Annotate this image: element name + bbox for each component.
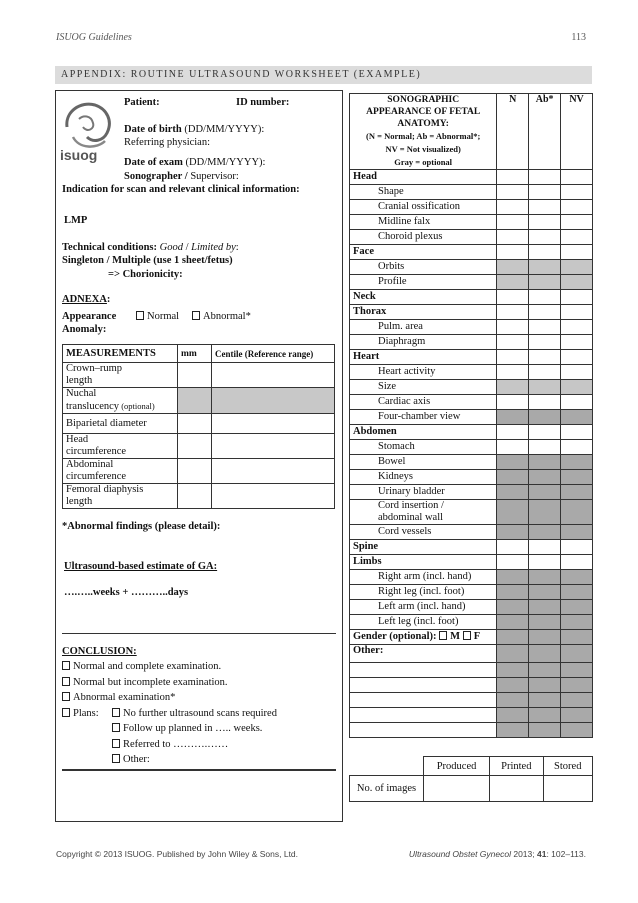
divider — [62, 633, 336, 634]
anatomy-ab-cell[interactable] — [529, 585, 561, 600]
anatomy-item-label: Cardiac axis — [350, 395, 497, 410]
anatomy-ab-cell[interactable] — [529, 570, 561, 585]
anatomy-n-cell[interactable] — [497, 245, 529, 260]
anatomy-nv-cell[interactable] — [561, 455, 593, 470]
anatomy-n-cell[interactable] — [497, 230, 529, 245]
conclusion-option[interactable]: Normal and complete examination. — [62, 661, 221, 673]
anatomy-category-label: Heart — [350, 350, 497, 365]
other-label: Other: — [350, 645, 497, 663]
anatomy-ab-cell[interactable] — [529, 245, 561, 260]
anatomy-ab-cell[interactable] — [529, 200, 561, 215]
anatomy-item-label: Left leg (incl. foot) — [350, 615, 497, 630]
anatomy-nv-cell[interactable] — [561, 600, 593, 615]
page-number: 113 — [571, 32, 586, 43]
id-number-label: ID number: — [236, 97, 290, 108]
table-row — [350, 615, 593, 630]
anatomy-category-label: Limbs — [350, 555, 497, 570]
anatomy-nv-cell[interactable] — [561, 290, 593, 305]
anatomy-nv-cell[interactable] — [561, 245, 593, 260]
meas-centile-cell[interactable] — [212, 363, 335, 388]
anatomy-item-label: Cord insertion / abdominal wall — [350, 500, 497, 525]
adnexa-label: ADNEXA: — [62, 294, 111, 305]
meas-header-centile: Centile (Reference range) — [212, 345, 335, 363]
table-row — [350, 380, 593, 395]
meas-centile-cell[interactable] — [212, 484, 335, 509]
table-row — [350, 335, 593, 350]
gender-label: Gender (optional): M F — [350, 630, 497, 645]
images-printed-cell[interactable] — [490, 776, 543, 802]
checkbox-icon[interactable] — [62, 677, 70, 686]
checkbox-icon[interactable] — [62, 708, 70, 717]
anatomy-n-cell[interactable] — [497, 305, 529, 320]
checkbox-icon[interactable] — [112, 754, 120, 763]
other-row — [350, 645, 593, 663]
anatomy-ab-cell[interactable] — [529, 215, 561, 230]
meas-mm-cell[interactable] — [178, 434, 212, 459]
plan-option[interactable]: Follow up planned in ….. weeks. — [112, 723, 262, 735]
anatomy-category-label: Head — [350, 170, 497, 185]
anatomy-nv-cell[interactable] — [561, 585, 593, 600]
anatomy-nv-cell[interactable] — [561, 470, 593, 485]
table-row — [350, 570, 593, 585]
anatomy-n-cell[interactable] — [497, 395, 529, 410]
table-row — [350, 585, 593, 600]
table-row — [350, 185, 593, 200]
table-row — [350, 540, 593, 555]
anatomy-n-cell[interactable] — [497, 570, 529, 585]
abnormal-findings-label: *Abnormal findings (please detail): — [62, 521, 221, 532]
meas-label: Abdominal circumference — [63, 459, 178, 484]
singleton-label: Singleton / Multiple (use 1 sheet/fetus) — [62, 255, 233, 266]
meas-centile-cell[interactable] — [212, 388, 335, 414]
anatomy-n-cell[interactable] — [497, 185, 529, 200]
checkbox-icon[interactable] — [463, 631, 471, 640]
divider — [62, 769, 336, 771]
anatomy-ab-cell[interactable] — [529, 335, 561, 350]
fetal-anatomy-panel — [349, 93, 593, 802]
anatomy-ab-cell[interactable] — [529, 275, 561, 290]
table-row — [350, 275, 593, 290]
anatomy-n-cell[interactable] — [497, 335, 529, 350]
images-header-printed: Printed — [490, 757, 543, 776]
anatomy-ab-cell[interactable] — [529, 290, 561, 305]
anatomy-ab-cell[interactable] — [529, 600, 561, 615]
anatomy-rows — [350, 170, 593, 630]
table-row — [350, 470, 593, 485]
anatomy-n-cell[interactable] — [497, 485, 529, 500]
anatomy-nv-cell[interactable] — [561, 540, 593, 555]
table-row — [350, 230, 593, 245]
table-row — [350, 395, 593, 410]
anatomy-n-cell[interactable] — [497, 470, 529, 485]
table-row — [350, 485, 593, 500]
checkbox-icon[interactable] — [439, 631, 447, 640]
plan-option[interactable]: No further ultrasound scans required — [112, 708, 277, 720]
plan-option[interactable]: Other: — [112, 754, 150, 766]
table-row — [350, 170, 593, 185]
anatomy-ab-cell[interactable] — [529, 170, 561, 185]
anatomy-nv-cell[interactable] — [561, 365, 593, 380]
col-not-visualized: NV — [561, 94, 593, 170]
weeks-days-field[interactable]: ….…..weeks + ………..days — [64, 587, 189, 598]
anatomy-n-cell[interactable] — [497, 380, 529, 395]
checkbox-icon[interactable] — [62, 692, 70, 701]
meas-centile-cell[interactable] — [212, 414, 335, 434]
plans-label[interactable]: Plans: — [62, 708, 99, 720]
table-row — [350, 365, 593, 380]
checkbox-icon[interactable] — [112, 723, 120, 732]
anatomy-n-cell[interactable] — [497, 555, 529, 570]
anatomy-nv-cell[interactable] — [561, 320, 593, 335]
table-row — [350, 215, 593, 230]
meas-header-name: MEASUREMENTS — [63, 345, 178, 363]
anatomy-ab-cell[interactable] — [529, 555, 561, 570]
anatomy-nv-cell[interactable] — [561, 525, 593, 540]
checkbox-icon[interactable] — [112, 708, 120, 717]
anatomy-n-cell[interactable] — [497, 320, 529, 335]
anatomy-n-cell[interactable] — [497, 350, 529, 365]
sonographer-label: Sonographer / Supervisor: — [124, 171, 239, 182]
images-table — [349, 756, 593, 802]
anatomy-n-cell[interactable] — [497, 260, 529, 275]
checkbox-icon[interactable] — [136, 311, 144, 320]
meas-mm-cell[interactable] — [178, 414, 212, 434]
indication-label: Indication for scan and relevant clinical information: — [62, 184, 300, 195]
meas-label: Head circumference — [63, 434, 178, 459]
anomaly-label: Anomaly: — [62, 324, 107, 335]
anatomy-ab-cell[interactable] — [529, 615, 561, 630]
table-row — [63, 434, 335, 459]
anatomy-ab-cell[interactable] — [529, 485, 561, 500]
anatomy-nv-cell[interactable] — [561, 200, 593, 215]
table-row — [350, 500, 593, 525]
measurements-table — [62, 344, 335, 509]
checkbox-icon[interactable] — [62, 661, 70, 670]
other-row — [350, 678, 593, 693]
other-row — [350, 663, 593, 678]
anatomy-ab-cell[interactable] — [529, 380, 561, 395]
anatomy-ab-cell[interactable] — [529, 185, 561, 200]
anatomy-item-label: Cranial ossification — [350, 200, 497, 215]
conclusion-title: CONCLUSION: — [62, 646, 137, 657]
anatomy-ab-cell[interactable] — [529, 525, 561, 540]
chorionicity-label: => Chorionicity: — [108, 269, 183, 280]
anatomy-ab-cell[interactable] — [529, 305, 561, 320]
other-row — [350, 723, 593, 738]
anatomy-nv-cell[interactable] — [561, 170, 593, 185]
anatomy-nv-cell[interactable] — [561, 440, 593, 455]
meas-centile-cell[interactable] — [212, 434, 335, 459]
table-row — [350, 350, 593, 365]
anatomy-ab-cell[interactable] — [529, 500, 561, 525]
plan-option[interactable]: Referred to ……….…… — [112, 739, 228, 751]
anatomy-ab-cell[interactable] — [529, 395, 561, 410]
anatomy-category-label: Face — [350, 245, 497, 260]
anatomy-n-cell[interactable] — [497, 365, 529, 380]
appendix-title: APPENDIX: ROUTINE ULTRASOUND WORKSHEET (EXAMPLE) — [55, 66, 592, 84]
anatomy-ab-cell[interactable] — [529, 540, 561, 555]
table-row — [350, 245, 593, 260]
running-head: ISUOG Guidelines — [56, 32, 132, 43]
anatomy-category-label: Abdomen — [350, 425, 497, 440]
anatomy-n-cell[interactable] — [497, 615, 529, 630]
anatomy-n-cell[interactable] — [497, 600, 529, 615]
anatomy-item-label: Midline falx — [350, 215, 497, 230]
table-row — [63, 414, 335, 434]
anatomy-nv-cell[interactable] — [561, 260, 593, 275]
anatomy-item-label: Four-chamber view — [350, 410, 497, 425]
table-row — [63, 388, 335, 414]
conclusion-option[interactable]: Normal but incomplete examination. — [62, 677, 228, 689]
anatomy-item-label: Orbits — [350, 260, 497, 275]
anatomy-nv-cell[interactable] — [561, 555, 593, 570]
images-header-stored: Stored — [543, 757, 592, 776]
table-row — [350, 320, 593, 335]
anatomy-item-label: Stomach — [350, 440, 497, 455]
other-row — [350, 708, 593, 723]
meas-header-mm: mm — [178, 345, 212, 363]
anatomy-item-label: Urinary bladder — [350, 485, 497, 500]
anatomy-item-label: Size — [350, 380, 497, 395]
table-row — [350, 525, 593, 540]
anatomy-nv-cell[interactable] — [561, 185, 593, 200]
copyright-footer: Copyright © 2013 ISUOG. Published by John Wiley & Sons, Ltd. — [56, 849, 299, 859]
meas-mm-cell[interactable] — [178, 484, 212, 509]
anatomy-n-cell[interactable] — [497, 525, 529, 540]
anatomy-item-label: Choroid plexus — [350, 230, 497, 245]
anatomy-item-label: Pulm. area — [350, 320, 497, 335]
table-row — [350, 440, 593, 455]
anatomy-item-label: Kidneys — [350, 470, 497, 485]
anatomy-item-label: Cord vessels — [350, 525, 497, 540]
anatomy-ab-cell[interactable] — [529, 410, 561, 425]
anatomy-ab-cell[interactable] — [529, 440, 561, 455]
anatomy-ab-cell[interactable] — [529, 260, 561, 275]
patient-label: Patient: — [124, 97, 160, 108]
anatomy-nv-cell[interactable] — [561, 615, 593, 630]
anatomy-nv-cell[interactable] — [561, 215, 593, 230]
anatomy-nv-cell[interactable] — [561, 335, 593, 350]
anatomy-n-cell[interactable] — [497, 290, 529, 305]
anatomy-item-label: Heart activity — [350, 365, 497, 380]
anatomy-nv-cell[interactable] — [561, 410, 593, 425]
anatomy-item-label: Right leg (incl. foot) — [350, 585, 497, 600]
anatomy-n-cell[interactable] — [497, 170, 529, 185]
anatomy-nv-cell[interactable] — [561, 305, 593, 320]
lmp-label: LMP — [64, 215, 88, 226]
table-row — [350, 200, 593, 215]
patient-panel — [55, 90, 343, 822]
table-row — [350, 410, 593, 425]
checkbox-icon[interactable] — [192, 311, 200, 320]
exam-date-label: Date of exam (DD/MM/YYYY): — [124, 157, 266, 168]
meas-label: Biparietal diameter — [63, 414, 178, 434]
anatomy-ab-cell[interactable] — [529, 470, 561, 485]
anatomy-n-cell[interactable] — [497, 500, 529, 525]
citation-footer: Ultrasound Obstet Gynecol 2013; 41: 102–113. — [408, 849, 586, 859]
anatomy-n-cell[interactable] — [497, 540, 529, 555]
table-row — [350, 305, 593, 320]
anatomy-item-label: Bowel — [350, 455, 497, 470]
anatomy-n-cell[interactable] — [497, 215, 529, 230]
anatomy-nv-cell[interactable] — [561, 500, 593, 525]
table-row — [350, 455, 593, 470]
col-abnormal: Ab* — [529, 94, 561, 170]
meas-mm-cell[interactable] — [178, 459, 212, 484]
anatomy-n-cell[interactable] — [497, 585, 529, 600]
anatomy-category-label: Neck — [350, 290, 497, 305]
anatomy-nv-cell[interactable] — [561, 275, 593, 290]
anatomy-nv-cell[interactable] — [561, 425, 593, 440]
adnexa-normal-option[interactable]: Normal — [136, 311, 179, 323]
ga-estimate-label: Ultrasound-based estimate of GA: — [64, 561, 218, 572]
anatomy-category-label: Spine — [350, 540, 497, 555]
table-row — [350, 600, 593, 615]
anatomy-item-label: Left arm (incl. hand) — [350, 600, 497, 615]
anatomy-n-cell[interactable] — [497, 200, 529, 215]
fetal-anatomy-table — [349, 93, 593, 738]
images-header-produced: Produced — [424, 757, 490, 776]
images-produced-cell[interactable] — [424, 776, 490, 802]
anatomy-nv-cell[interactable] — [561, 350, 593, 365]
anatomy-nv-cell[interactable] — [561, 570, 593, 585]
anatomy-ab-cell[interactable] — [529, 425, 561, 440]
anatomy-nv-cell[interactable] — [561, 380, 593, 395]
anatomy-nv-cell[interactable] — [561, 230, 593, 245]
anatomy-ab-cell[interactable] — [529, 365, 561, 380]
gender-row — [350, 630, 593, 645]
table-row — [350, 260, 593, 275]
anatomy-ab-cell[interactable] — [529, 230, 561, 245]
anatomy-header: SONOGRAPHIC APPEARANCE OF FETAL ANATOMY: (N = Normal; Ab = Abnormal*; NV = Not visualized) Gray = optional — [350, 94, 497, 170]
dob-label: Date of birth (DD/MM/YYYY): — [124, 124, 265, 135]
anatomy-item-label: Diaphragm — [350, 335, 497, 350]
other-row — [350, 693, 593, 708]
meas-label: Femoral diaphysis length — [63, 484, 178, 509]
technical-conditions: Technical conditions: Good / Limited by: — [62, 242, 239, 253]
anatomy-n-cell[interactable] — [497, 425, 529, 440]
images-stored-cell[interactable] — [543, 776, 592, 802]
appearance-label: Appearance — [62, 311, 117, 322]
images-row-label: No. of images — [350, 776, 424, 802]
table-row — [350, 290, 593, 305]
checkbox-icon[interactable] — [112, 739, 120, 748]
anatomy-item-label: Profile — [350, 275, 497, 290]
meas-centile-cell[interactable] — [212, 459, 335, 484]
anatomy-n-cell[interactable] — [497, 410, 529, 425]
anatomy-item-label: Right arm (incl. hand) — [350, 570, 497, 585]
conclusion-option[interactable]: Abnormal examination* — [62, 692, 175, 704]
table-row — [350, 555, 593, 570]
table-row — [63, 363, 335, 388]
anatomy-ab-cell[interactable] — [529, 455, 561, 470]
meas-label: Crown–rump length — [63, 363, 178, 388]
table-row — [63, 459, 335, 484]
meas-label: Nuchal translucency (optional) — [63, 388, 178, 414]
anatomy-n-cell[interactable] — [497, 440, 529, 455]
anatomy-nv-cell[interactable] — [561, 485, 593, 500]
table-row — [350, 425, 593, 440]
anatomy-nv-cell[interactable] — [561, 395, 593, 410]
adnexa-abnormal-option[interactable]: Abnormal* — [192, 311, 251, 323]
anatomy-category-label: Thorax — [350, 305, 497, 320]
meas-mm-cell[interactable] — [178, 363, 212, 388]
anatomy-ab-cell[interactable] — [529, 320, 561, 335]
logo-text: isuog — [60, 147, 98, 163]
meas-mm-cell[interactable] — [178, 388, 212, 414]
anatomy-item-label: Shape — [350, 185, 497, 200]
anatomy-n-cell[interactable] — [497, 455, 529, 470]
anatomy-n-cell[interactable] — [497, 275, 529, 290]
table-row — [63, 484, 335, 509]
anatomy-ab-cell[interactable] — [529, 350, 561, 365]
referring-physician-label: Referring physician: — [124, 137, 211, 148]
col-normal: N — [497, 94, 529, 170]
